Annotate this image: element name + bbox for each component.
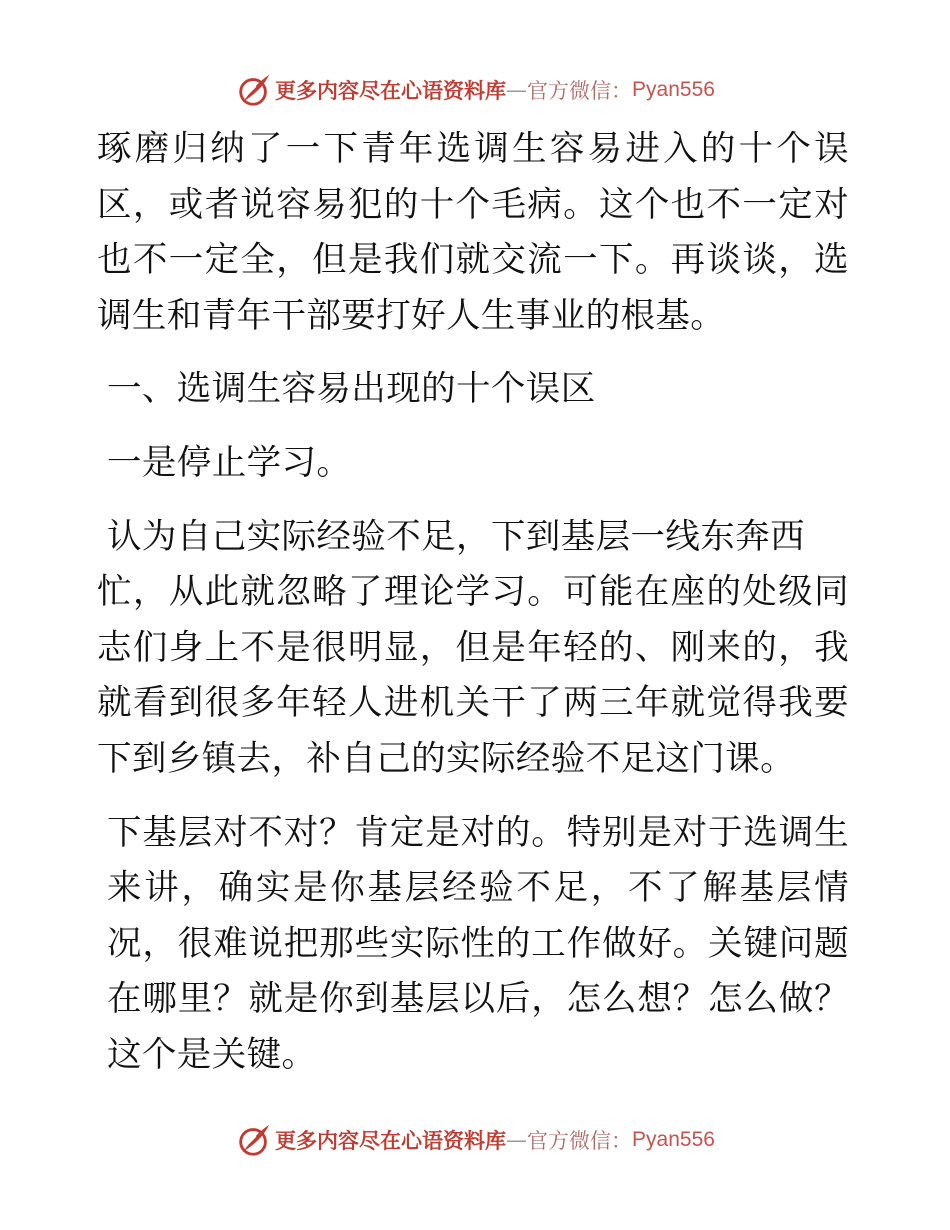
- paragraph-body: 忙，从此就忽略了理论学习。可能在座的处级同志们身上不是很明显，但是年轻的、刚来的，我就看到很多年轻人进机关干了两三年就觉得我要下到乡镇去，补自己的实际经验不足这门课。: [97, 572, 849, 779]
- banner-dash: —: [506, 78, 528, 102]
- section-heading: 一、选调生容易出现的十个误区: [107, 369, 596, 410]
- document-body: [97, 122, 849, 1084]
- point-heading: 一是停止学习。: [107, 442, 352, 483]
- banner-dash: —: [506, 1128, 528, 1152]
- paragraph-line: 认为自己实际经验不足，下到基层一线东奔西: [107, 516, 805, 557]
- quill-logo-icon: [235, 71, 273, 109]
- watermark-banner-bottom: [0, 1120, 950, 1160]
- banner-title: 更多内容尽在心语资料库: [275, 78, 507, 103]
- banner-wechat-label: 官方微信：: [527, 1129, 633, 1153]
- banner-title: 更多内容尽在心语资料库: [275, 1128, 507, 1153]
- paragraph-intro: 琢磨归纳了一下青年选调生容易进入的十个误区，或者说容易犯的十个毛病。这个也不一定对也不一定全，但是我们就交流一下。再谈谈，选调生和青年干部要打好人生事业的根基。: [97, 129, 849, 336]
- banner-wechat-label: 官方微信：: [527, 79, 633, 103]
- paragraph-body: 下基层对不对？肯定是对的。特别是对于选调生来讲，确实是你基层经验不足，不了解基层情况，很难说把那些实际性的工作做好。关键问题在哪里？就是你到基层以后，怎么想？怎么做？这个是关键。: [107, 812, 849, 1075]
- banner-wechat-id: Pyan556: [632, 78, 715, 101]
- quill-logo-icon: [235, 1121, 273, 1159]
- banner-wechat-id: Pyan556: [632, 1128, 715, 1151]
- watermark-banner-top: [0, 70, 950, 110]
